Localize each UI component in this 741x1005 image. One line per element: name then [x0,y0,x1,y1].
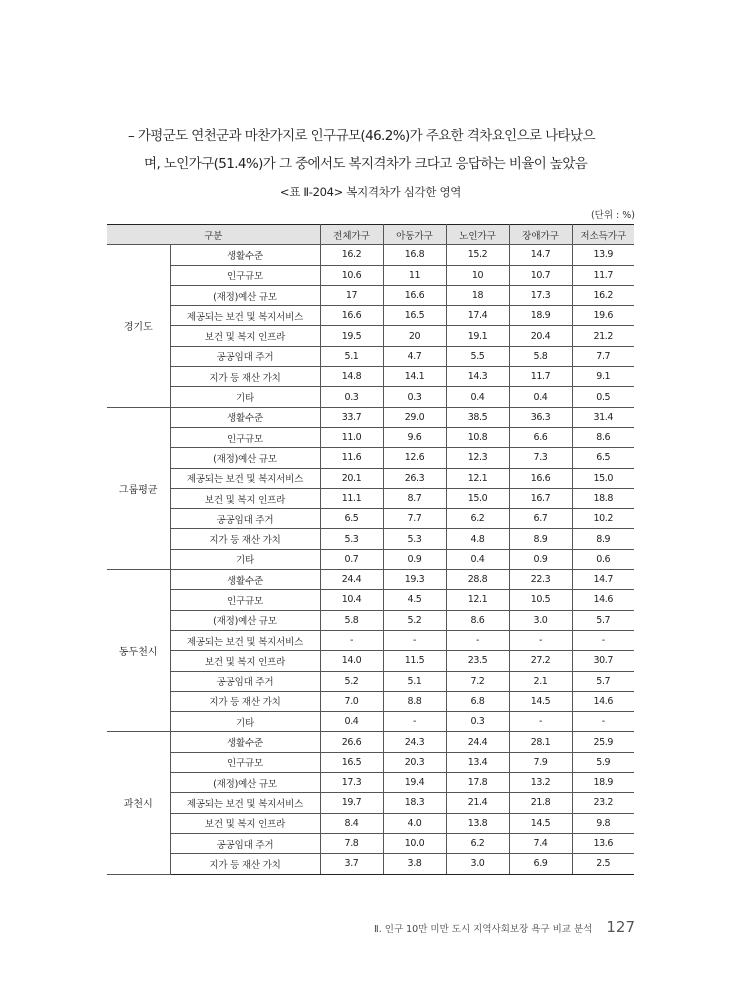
value-cell: 10 [446,265,509,285]
header-low-income-households: 저소득가구 [572,225,634,245]
value-cell: 15.0 [572,468,634,488]
item-label: 기타 [170,712,320,732]
value-cell: 6.2 [446,833,509,853]
item-label: 인구규모 [170,427,320,447]
value-cell: 19.7 [320,793,383,813]
value-cell: 8.4 [320,813,383,833]
value-cell: 20.3 [383,752,446,772]
value-cell: 10.5 [509,590,572,610]
item-label: (재정)예산 규모 [170,773,320,793]
value-cell: 5.7 [572,610,634,630]
value-cell: 23.2 [572,793,634,813]
value-cell: - [509,630,572,650]
value-cell: 5.1 [320,346,383,366]
table-row [107,265,634,285]
item-label: 제공되는 보건 및 복지서비스 [170,630,320,650]
item-label: (재정)예산 규모 [170,610,320,630]
table-header-row [107,225,634,245]
value-cell: 3.8 [383,854,446,874]
value-cell: 10.6 [320,265,383,285]
value-cell: 16.8 [383,245,446,265]
value-cell: 24.4 [446,732,509,752]
item-label: 기타 [170,549,320,569]
value-cell: 8.8 [383,691,446,711]
value-cell: 8.6 [572,427,634,447]
value-cell: 18.3 [383,793,446,813]
value-cell: 7.4 [509,833,572,853]
table-row [107,407,634,427]
item-label: 생활수준 [170,407,320,427]
item-label: 공공임대 주거 [170,509,320,529]
value-cell: 11.7 [509,367,572,387]
table-row [107,529,634,549]
value-cell: 10.7 [509,265,572,285]
value-cell: 16.7 [509,488,572,508]
value-cell: 0.5 [572,387,634,407]
value-cell: 21.8 [509,793,572,813]
value-cell: 4.8 [446,529,509,549]
value-cell: 17.4 [446,306,509,326]
table-row [107,712,634,732]
value-cell: 4.0 [383,813,446,833]
value-cell: 0.3 [383,387,446,407]
value-cell: 20.1 [320,468,383,488]
value-cell: 5.3 [320,529,383,549]
value-cell: 17.3 [320,773,383,793]
value-cell: 7.2 [446,671,509,691]
value-cell: 19.3 [383,570,446,590]
value-cell: 23.5 [446,651,509,671]
table-row [107,833,634,853]
table-row [107,326,634,346]
value-cell: 0.9 [509,549,572,569]
value-cell: 16.5 [383,306,446,326]
item-label: 보건 및 복지 인프라 [170,813,320,833]
value-cell: 5.5 [446,346,509,366]
value-cell: 36.3 [509,407,572,427]
value-cell: 9.8 [572,813,634,833]
value-cell: 8.7 [383,488,446,508]
value-cell: 14.6 [572,691,634,711]
table-row [107,285,634,305]
value-cell: 7.0 [320,691,383,711]
value-cell: 19.1 [446,326,509,346]
value-cell: 24.4 [320,570,383,590]
table-row [107,488,634,508]
value-cell: 14.6 [572,590,634,610]
table-row [107,306,634,326]
value-cell: 5.2 [320,671,383,691]
value-cell: 6.5 [572,448,634,468]
value-cell: 8.9 [509,529,572,549]
value-cell: 15.2 [446,245,509,265]
item-label: 생활수준 [170,570,320,590]
running-title: Ⅱ. 인구 10만 미만 도시 지역사회보장 욕구 비교 분석 [374,924,593,935]
value-cell: 10.0 [383,833,446,853]
item-label: 지가 등 재산 가치 [170,691,320,711]
value-cell: 25.9 [572,732,634,752]
value-cell: 38.5 [446,407,509,427]
value-cell: 5.8 [509,346,572,366]
value-cell: 11 [383,265,446,285]
value-cell: 15.0 [446,488,509,508]
page-footer [374,918,635,936]
table-row [107,448,634,468]
summary-paragraph [128,122,648,178]
value-cell: 27.2 [509,651,572,671]
header-elderly-households: 노인가구 [446,225,509,245]
value-cell: 0.4 [446,549,509,569]
value-cell: 9.6 [383,427,446,447]
value-cell: 11.7 [572,265,634,285]
value-cell: 16.2 [572,285,634,305]
value-cell: 14.7 [572,570,634,590]
value-cell: - [572,712,634,732]
value-cell: 4.5 [383,590,446,610]
value-cell: 6.2 [446,509,509,529]
item-label: 공공임대 주거 [170,346,320,366]
value-cell: 10.2 [572,509,634,529]
table-row [107,245,634,265]
table-row [107,813,634,833]
value-cell: 20 [383,326,446,346]
header-category: 구분 [107,225,320,245]
table-row [107,691,634,711]
item-label: 인구규모 [170,590,320,610]
value-cell: 13.4 [446,752,509,772]
value-cell: 17.8 [446,773,509,793]
region-label: 그룹평균 [107,407,170,569]
item-label: 지가 등 재산 가치 [170,854,320,874]
value-cell: 18 [446,285,509,305]
table-unit-note: (단위 : %) [590,210,635,221]
value-cell: 14.8 [320,367,383,387]
value-cell: 10.4 [320,590,383,610]
value-cell: - [572,630,634,650]
value-cell: 0.3 [320,387,383,407]
value-cell: - [383,712,446,732]
table-row [107,346,634,366]
value-cell: 28.8 [446,570,509,590]
table-row [107,610,634,630]
value-cell: 18.8 [572,488,634,508]
value-cell: 9.1 [572,367,634,387]
value-cell: 5.7 [572,671,634,691]
value-cell: 6.8 [446,691,509,711]
value-cell: - [509,712,572,732]
item-label: 지가 등 재산 가치 [170,529,320,549]
table-caption: <표 Ⅱ-204> 복지격차가 심각한 영역 [279,185,462,199]
value-cell: 14.3 [446,367,509,387]
value-cell: 2.1 [509,671,572,691]
value-cell: 17 [320,285,383,305]
region-label: 경기도 [107,245,170,407]
value-cell: 17.3 [509,285,572,305]
value-cell: 0.4 [446,387,509,407]
value-cell: 29.0 [383,407,446,427]
value-cell: 3.0 [446,854,509,874]
value-cell: 11.6 [320,448,383,468]
value-cell: 7.3 [509,448,572,468]
table-row [107,671,634,691]
item-label: 보건 및 복지 인프라 [170,488,320,508]
item-label: (재정)예산 규모 [170,448,320,468]
value-cell: 0.3 [446,712,509,732]
value-cell: 24.3 [383,732,446,752]
item-label: (재정)예산 규모 [170,285,320,305]
value-cell: 6.7 [509,509,572,529]
table-row [107,773,634,793]
value-cell: 18.9 [509,306,572,326]
value-cell: 0.6 [572,549,634,569]
table-row [107,651,634,671]
value-cell: 12.1 [446,468,509,488]
item-label: 기타 [170,387,320,407]
table-row [107,468,634,488]
value-cell: 8.6 [446,610,509,630]
value-cell: 7.7 [572,346,634,366]
value-cell: 28.1 [509,732,572,752]
table-row [107,854,634,874]
value-cell: 0.4 [320,712,383,732]
value-cell: 20.4 [509,326,572,346]
region-label: 과천시 [107,732,170,874]
value-cell: 19.4 [383,773,446,793]
value-cell: 3.7 [320,854,383,874]
value-cell: 14.1 [383,367,446,387]
value-cell: 19.5 [320,326,383,346]
item-label: 지가 등 재산 가치 [170,367,320,387]
table-row [107,509,634,529]
welfare-gap-table [107,224,634,875]
value-cell: 12.3 [446,448,509,468]
item-label: 제공되는 보건 및 복지서비스 [170,468,320,488]
value-cell: 14.5 [509,691,572,711]
item-label: 보건 및 복지 인프라 [170,651,320,671]
value-cell: 22.3 [509,570,572,590]
item-label: 인구규모 [170,752,320,772]
value-cell: 5.1 [383,671,446,691]
value-cell: - [320,630,383,650]
value-cell: 12.1 [446,590,509,610]
value-cell: 5.3 [383,529,446,549]
value-cell: 7.7 [383,509,446,529]
value-cell: 0.7 [320,549,383,569]
value-cell: 4.7 [383,346,446,366]
value-cell: 14.5 [509,813,572,833]
value-cell: 8.9 [572,529,634,549]
value-cell: 7.9 [509,752,572,772]
summary-line-1: – 가평군도 연천군과 마찬가지로 인구규모(46.2%)가 주요한 격차요인으로 나타났으 [128,128,595,144]
value-cell: 30.7 [572,651,634,671]
value-cell: 31.4 [572,407,634,427]
value-cell: 18.9 [572,773,634,793]
value-cell: 14.7 [509,245,572,265]
value-cell: 26.3 [383,468,446,488]
value-cell: 5.2 [383,610,446,630]
item-label: 제공되는 보건 및 복지서비스 [170,306,320,326]
value-cell: 11.5 [383,651,446,671]
value-cell: 13.6 [572,833,634,853]
summary-line-2: 며, 노인가구(51.4%)가 그 중에서도 복지격차가 크다고 응답하는 비율이 높았음 [144,156,588,172]
value-cell: 11.1 [320,488,383,508]
table-row [107,549,634,569]
value-cell: 0.4 [509,387,572,407]
value-cell: 6.5 [320,509,383,529]
table-row [107,732,634,752]
table-row [107,590,634,610]
value-cell: 21.4 [446,793,509,813]
value-cell: 2.5 [572,854,634,874]
value-cell: 6.9 [509,854,572,874]
table-row [107,630,634,650]
value-cell: 10.8 [446,427,509,447]
item-label: 생활수준 [170,245,320,265]
value-cell: 21.2 [572,326,634,346]
value-cell: - [446,630,509,650]
value-cell: 3.0 [509,610,572,630]
value-cell: 5.9 [572,752,634,772]
header-disabled-households: 장애가구 [509,225,572,245]
page-number: 127 [606,918,635,936]
value-cell: 13.8 [446,813,509,833]
item-label: 인구규모 [170,265,320,285]
value-cell: 7.8 [320,833,383,853]
value-cell: 26.6 [320,732,383,752]
table-row [107,793,634,813]
table-row [107,570,634,590]
value-cell: 16.6 [509,468,572,488]
region-label: 동두천시 [107,570,170,732]
table-row [107,752,634,772]
item-label: 제공되는 보건 및 복지서비스 [170,793,320,813]
table-row [107,367,634,387]
value-cell: 11.0 [320,427,383,447]
item-label: 보건 및 복지 인프라 [170,326,320,346]
header-all-households: 전체가구 [320,225,383,245]
value-cell: 13.9 [572,245,634,265]
value-cell: - [383,630,446,650]
header-child-households: 아동가구 [383,225,446,245]
value-cell: 14.0 [320,651,383,671]
value-cell: 19.6 [572,306,634,326]
value-cell: 16.6 [320,306,383,326]
value-cell: 6.6 [509,427,572,447]
value-cell: 16.5 [320,752,383,772]
item-label: 공공임대 주거 [170,833,320,853]
item-label: 생활수준 [170,732,320,752]
value-cell: 16.2 [320,245,383,265]
table-row [107,427,634,447]
item-label: 공공임대 주거 [170,671,320,691]
value-cell: 13.2 [509,773,572,793]
table-row [107,387,634,407]
value-cell: 33.7 [320,407,383,427]
value-cell: 0.9 [383,549,446,569]
value-cell: 12.6 [383,448,446,468]
value-cell: 5.8 [320,610,383,630]
value-cell: 16.6 [383,285,446,305]
